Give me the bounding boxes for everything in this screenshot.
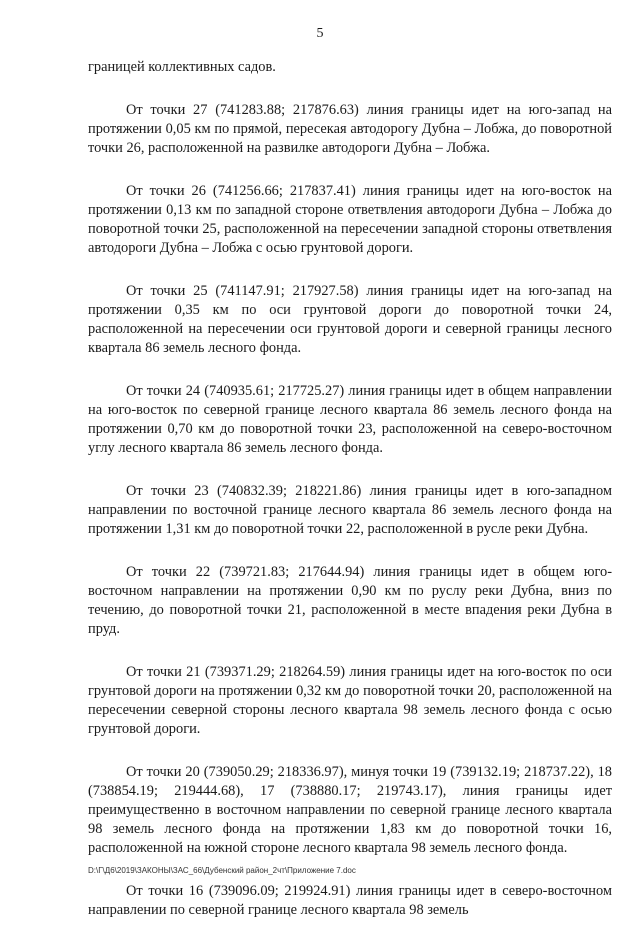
paragraph: От точки 21 (739371.29; 218264.59) линия границы идет на юго-восток по оси грунтовой дороги на протяжении 0,32 км до поворотной точки 20, расположенной на пересечении северной стороны лесного квартала 98 земель лесного фонда с осью грунтовой дороги. — [88, 664, 612, 737]
page-number: 5 — [316, 26, 324, 41]
paragraph: От точки 22 (739721.83; 217644.94) линия границы идет в общем юго-восточном направлении на протяжении 0,90 км по руслу реки Дубна, вниз по течению, до поворотной точки 21, расположенной в месте впадения реки Дубна в пруд. — [88, 564, 612, 637]
paragraph: От точки 23 (740832.39; 218221.86) линия границы идет в юго-западном направлении по восточной границе лесного квартала 86 земель лесного фонда на протяжении 1,31 км до поворотной точки 22, расположенной в русле реки Дубна. — [88, 483, 612, 537]
paragraph: От точки 25 (741147.91; 217927.58) линия границы идет на юго-запад на протяжении 0,35 км по оси грунтовой дороги до поворотной точки 24, расположенной на пересечении оси грунтовой дороги и северной границы лесного квартала 86 земель лесного фонда. — [88, 283, 612, 356]
paragraph: От точки 27 (741283.88; 217876.63) линия границы идет на юго-запад на протяжении 0,05 км по прямой, пересекая автодорогу Дубна – Лобжа, до поворотной точки 26, расположенной на развилке автодороги Дубна – Лобжа. — [88, 102, 612, 156]
paragraph: От точки 16 (739096.09; 219924.91) линия границы идет в северо-восточном направлении по северной границе лесного квартала 98 земель — [88, 883, 612, 918]
paragraph: границей коллективных садов. — [88, 59, 276, 75]
paragraph: От точки 24 (740935.61; 217725.27) линия границы идет в общем направлении на юго-восток по северной границе лесного квартала 86 земель лесного фонда на протяжении 0,70 км до поворотной точки 23, расположенной на северо-восточном углу лесного квартала 86 земель лесного фонда. — [88, 383, 612, 456]
paragraph: От точки 20 (739050.29; 218336.97), минуя точки 19 (739132.19; 218737.22), 18 (738854.19; 219444.68), 17 (738880.17; 219743.17), линия границы идет преимущественно в восточном направлении по северной границе лесного квартала 98 земель лесного фонда на протяжении 1,83 км до поворотной точки 16, расположенной на южной стороне лесного квартала 98 земель лесного фонда. — [88, 764, 612, 856]
paragraph: От точки 26 (741256.66; 217837.41) линия границы идет на юго-восток на протяжении 0,13 км по западной стороне ответвления автодороги Дубна – Лобжа до поворотной точки 25, расположенной на пересечении западной стороны ответвления автодороги Дубна – Лобжа с осью грунтовой дороги. — [88, 183, 612, 256]
document-body — [88, 58, 612, 944]
footer-file-path: D:\Г\Д6\2019\ЗАКОНЫ\ЗАС_66\Дубенский район_2чт\Приложение 7.doc — [88, 866, 356, 875]
